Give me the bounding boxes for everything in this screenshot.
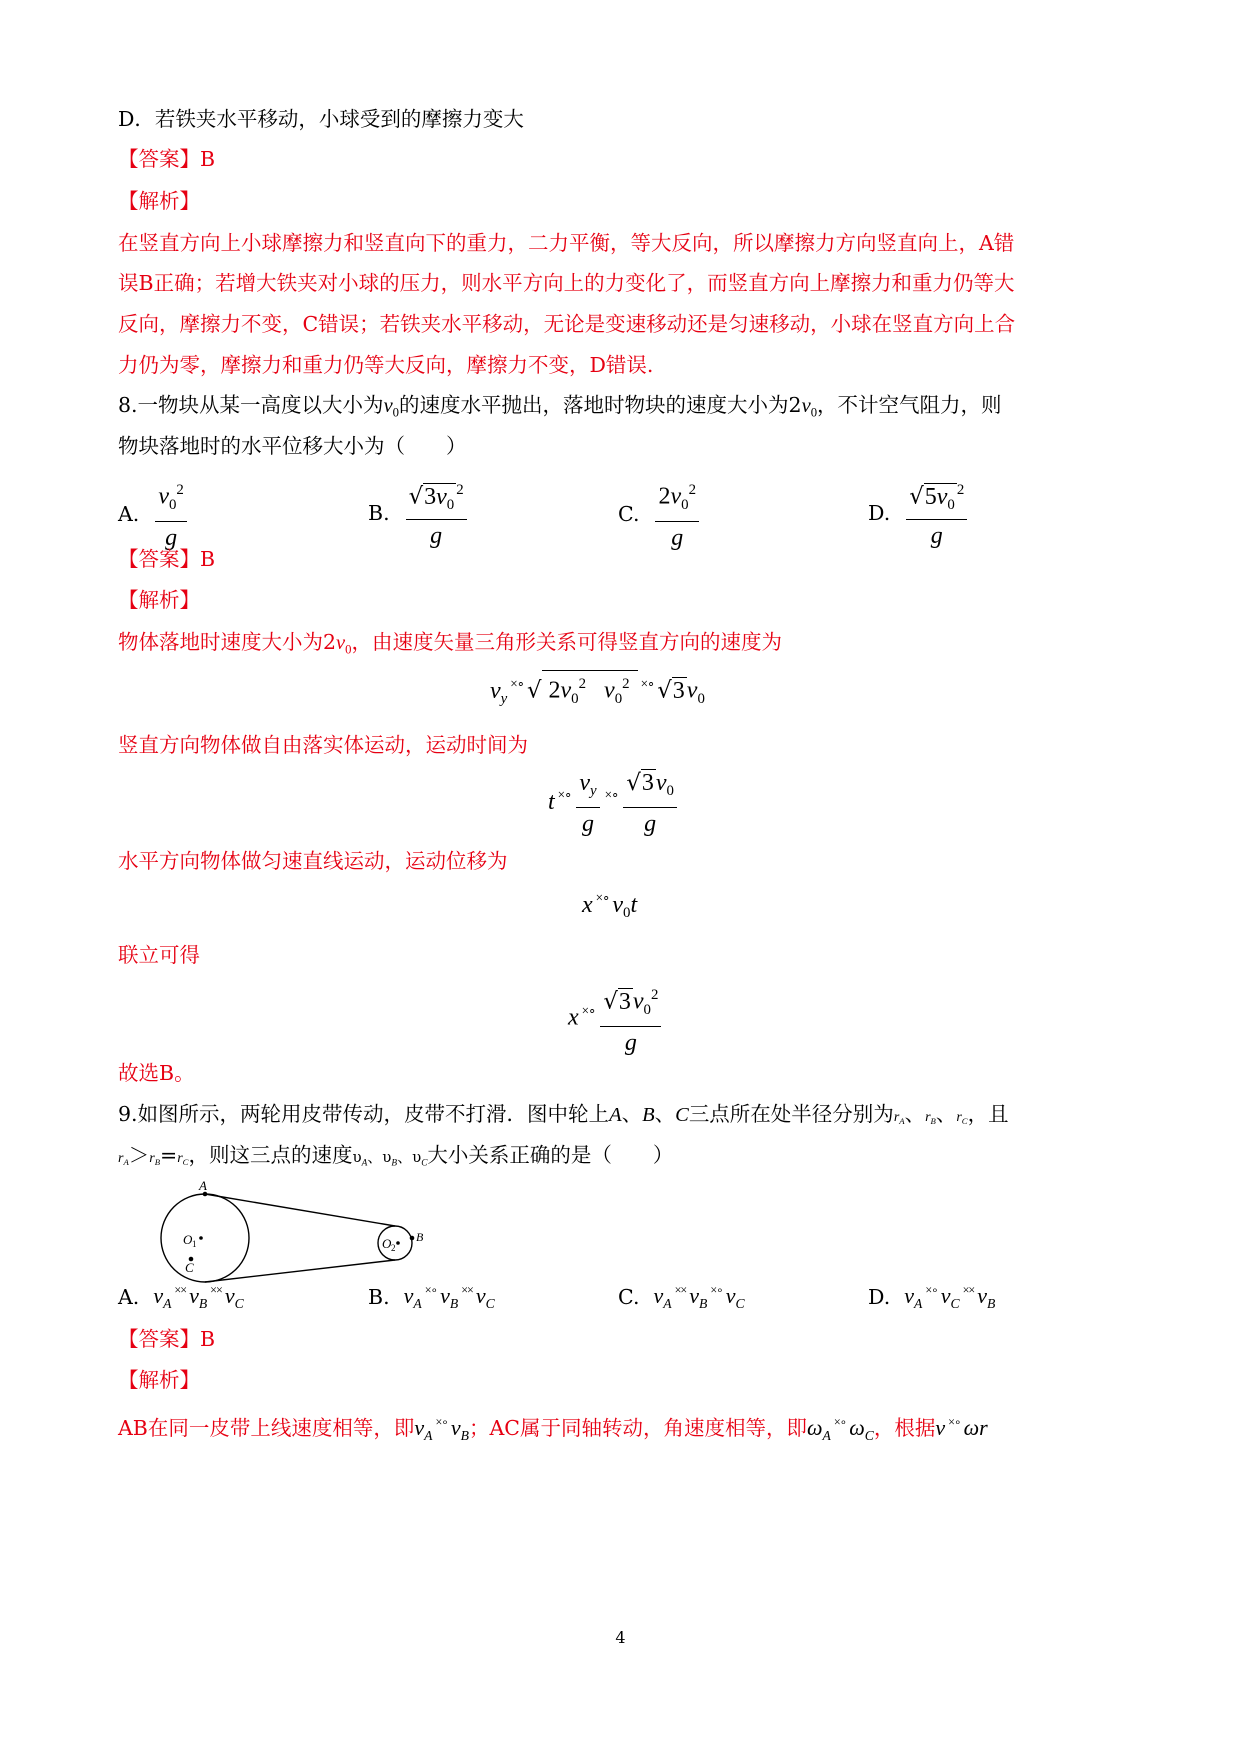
point-o1 — [199, 1236, 203, 1240]
label-a: A — [199, 1180, 207, 1193]
q8-stem-line-2: 物块落地时的水平位移大小为（ ） — [118, 434, 467, 458]
q7-analysis-line-3: 反向，摩擦力不变，C错误；若铁夹水平移动，无论是变速移动还是匀速移动，小球在竖直方向上合 — [118, 312, 1016, 336]
q9-belt-pulley-figure — [155, 1180, 445, 1290]
q8-option-d-formula: $\frac{√5v_0^2}{g}$ — [906, 475, 967, 551]
q7-analysis-line-1: 在竖直方向上小球摩擦力和竖直向下的重力，二力平衡，等大反向，所以摩擦力方向竖直向上，A错 — [118, 231, 1015, 255]
q8-option-c-formula: $\frac{2v_0^2}{g}$ — [655, 475, 699, 553]
label-c: C — [185, 1260, 194, 1275]
point-b — [410, 1236, 415, 1241]
q8-option-b-formula: $\frac{√3v_0^2}{g}$ — [406, 475, 467, 551]
q8-equation-t: t ×∘ $\frac{v_y}{g}$ ×∘ $\frac{√3v_0}{g}$ — [548, 768, 679, 839]
belt-top — [205, 1194, 395, 1226]
q8-option-a-formula: $\frac{v_0^2}{g}$ — [155, 475, 187, 553]
label-o1: O — [183, 1232, 193, 1247]
point-o2 — [396, 1241, 400, 1245]
q8-stem-line-1: 8.一物块从某一高度以大小为$v_0$的速度水平抛出，落地时物块的速度大小为$2v_0$，不计空气阻力，则 — [118, 393, 1002, 420]
q9-option-c: C. $v_A^{\times\times}$ $v_B^{\times\circ}$ $v_C$ — [618, 1283, 745, 1311]
q9-stem-line-2: $r_A>r_B=r_C$，则这三点的速度$\upsilon_A$、$\upsilon_B$、$\upsilon_C$大小关系正确的是（ ） — [118, 1143, 674, 1169]
q7-analysis-label: 【解析】 — [118, 189, 200, 213]
q9-option-d: D. $v_A^{\times\circ}$ $v_C^{\times\times}$ $v_B$ — [868, 1283, 996, 1311]
q7-answer: 【答案】B — [118, 147, 216, 171]
q8-analysis-line-4: 联立可得 — [118, 943, 200, 967]
q7-analysis-line-2: 误B正确；若增大铁夹对小球的压力，则水平方向上的力变化了，而竖直方向上摩擦力和重力仍等大 — [118, 271, 1015, 295]
q9-answer: 【答案】B — [118, 1327, 216, 1351]
label-o2: O — [382, 1236, 392, 1251]
q9-option-b: B. $v_A^{\times\circ}$ $v_B^{\times\times}$ $v_C$ — [368, 1283, 495, 1311]
q8-equation-x: x ×∘ $v_0t$ — [582, 890, 638, 922]
q8-analysis-line-1: 物体落地时速度大小为$2v_0$，由速度矢量三角形关系可得竖直方向的速度为 — [118, 630, 783, 657]
q8-option-c: C. $\frac{2v_0^2}{g}$ — [618, 475, 701, 553]
q8-answer: 【答案】B — [118, 547, 216, 571]
q8-option-a: A. $\frac{v_0^2}{g}$ — [118, 475, 189, 553]
q8-analysis-line-2: 竖直方向物体做自由落实体运动，运动时间为 — [118, 733, 528, 757]
q8-analysis-label: 【解析】 — [118, 588, 200, 612]
q8-option-b: B. $\frac{√3v_0^2}{g}$ — [368, 475, 469, 551]
q9-analysis-line-1: AB在同一皮带上线速度相等，即$v_A^{\times\circ}$ $v_B$；AC属于同轴转动，角速度相等，即$\omega_A^{\times\circ}$ $\omega_C$，根据v ×∘ ωr — [118, 1415, 988, 1443]
svg-text:2: 2 — [391, 1243, 396, 1253]
label-b: B — [416, 1230, 424, 1244]
q7-option-d: D．若铁夹水平移动，小球受到的摩擦力变大 — [118, 107, 524, 131]
q8-analysis-line-5: 故选B。 — [118, 1061, 195, 1085]
q9-stem-line-1: 9.如图所示，两轮用皮带传动，皮带不打滑．图中轮上A、B、C三点所在处半径分别为$r_A$、$r_B$、$r_C$，且 — [118, 1102, 1009, 1127]
svg-text:1: 1 — [192, 1239, 197, 1249]
q8-equation-vy: $v_y^{\times\circ}$ √ $2v_0^2$ $v_0^2$ ×∘ $√3v_0$ — [490, 670, 705, 712]
q9-option-a: A. $v_A^{\times\times}$ $v_B^{\times\times}$ $v_C$ — [118, 1283, 244, 1311]
q7-analysis-line-4: 力仍为零，摩擦力和重力仍等大反向，摩擦力不变，D错误. — [118, 353, 654, 377]
q8-analysis-line-3: 水平方向物体做匀速直线运动，运动位移为 — [118, 849, 508, 873]
q9-analysis-label: 【解析】 — [118, 1368, 200, 1392]
large-wheel — [161, 1194, 249, 1282]
page-number: 4 — [615, 1628, 626, 1647]
q8-option-d: D. $\frac{√5v_0^2}{g}$ — [868, 475, 969, 551]
q8-equation-x-final: x ×∘ $\frac{√3v_0^2}{g}$ — [568, 980, 663, 1058]
